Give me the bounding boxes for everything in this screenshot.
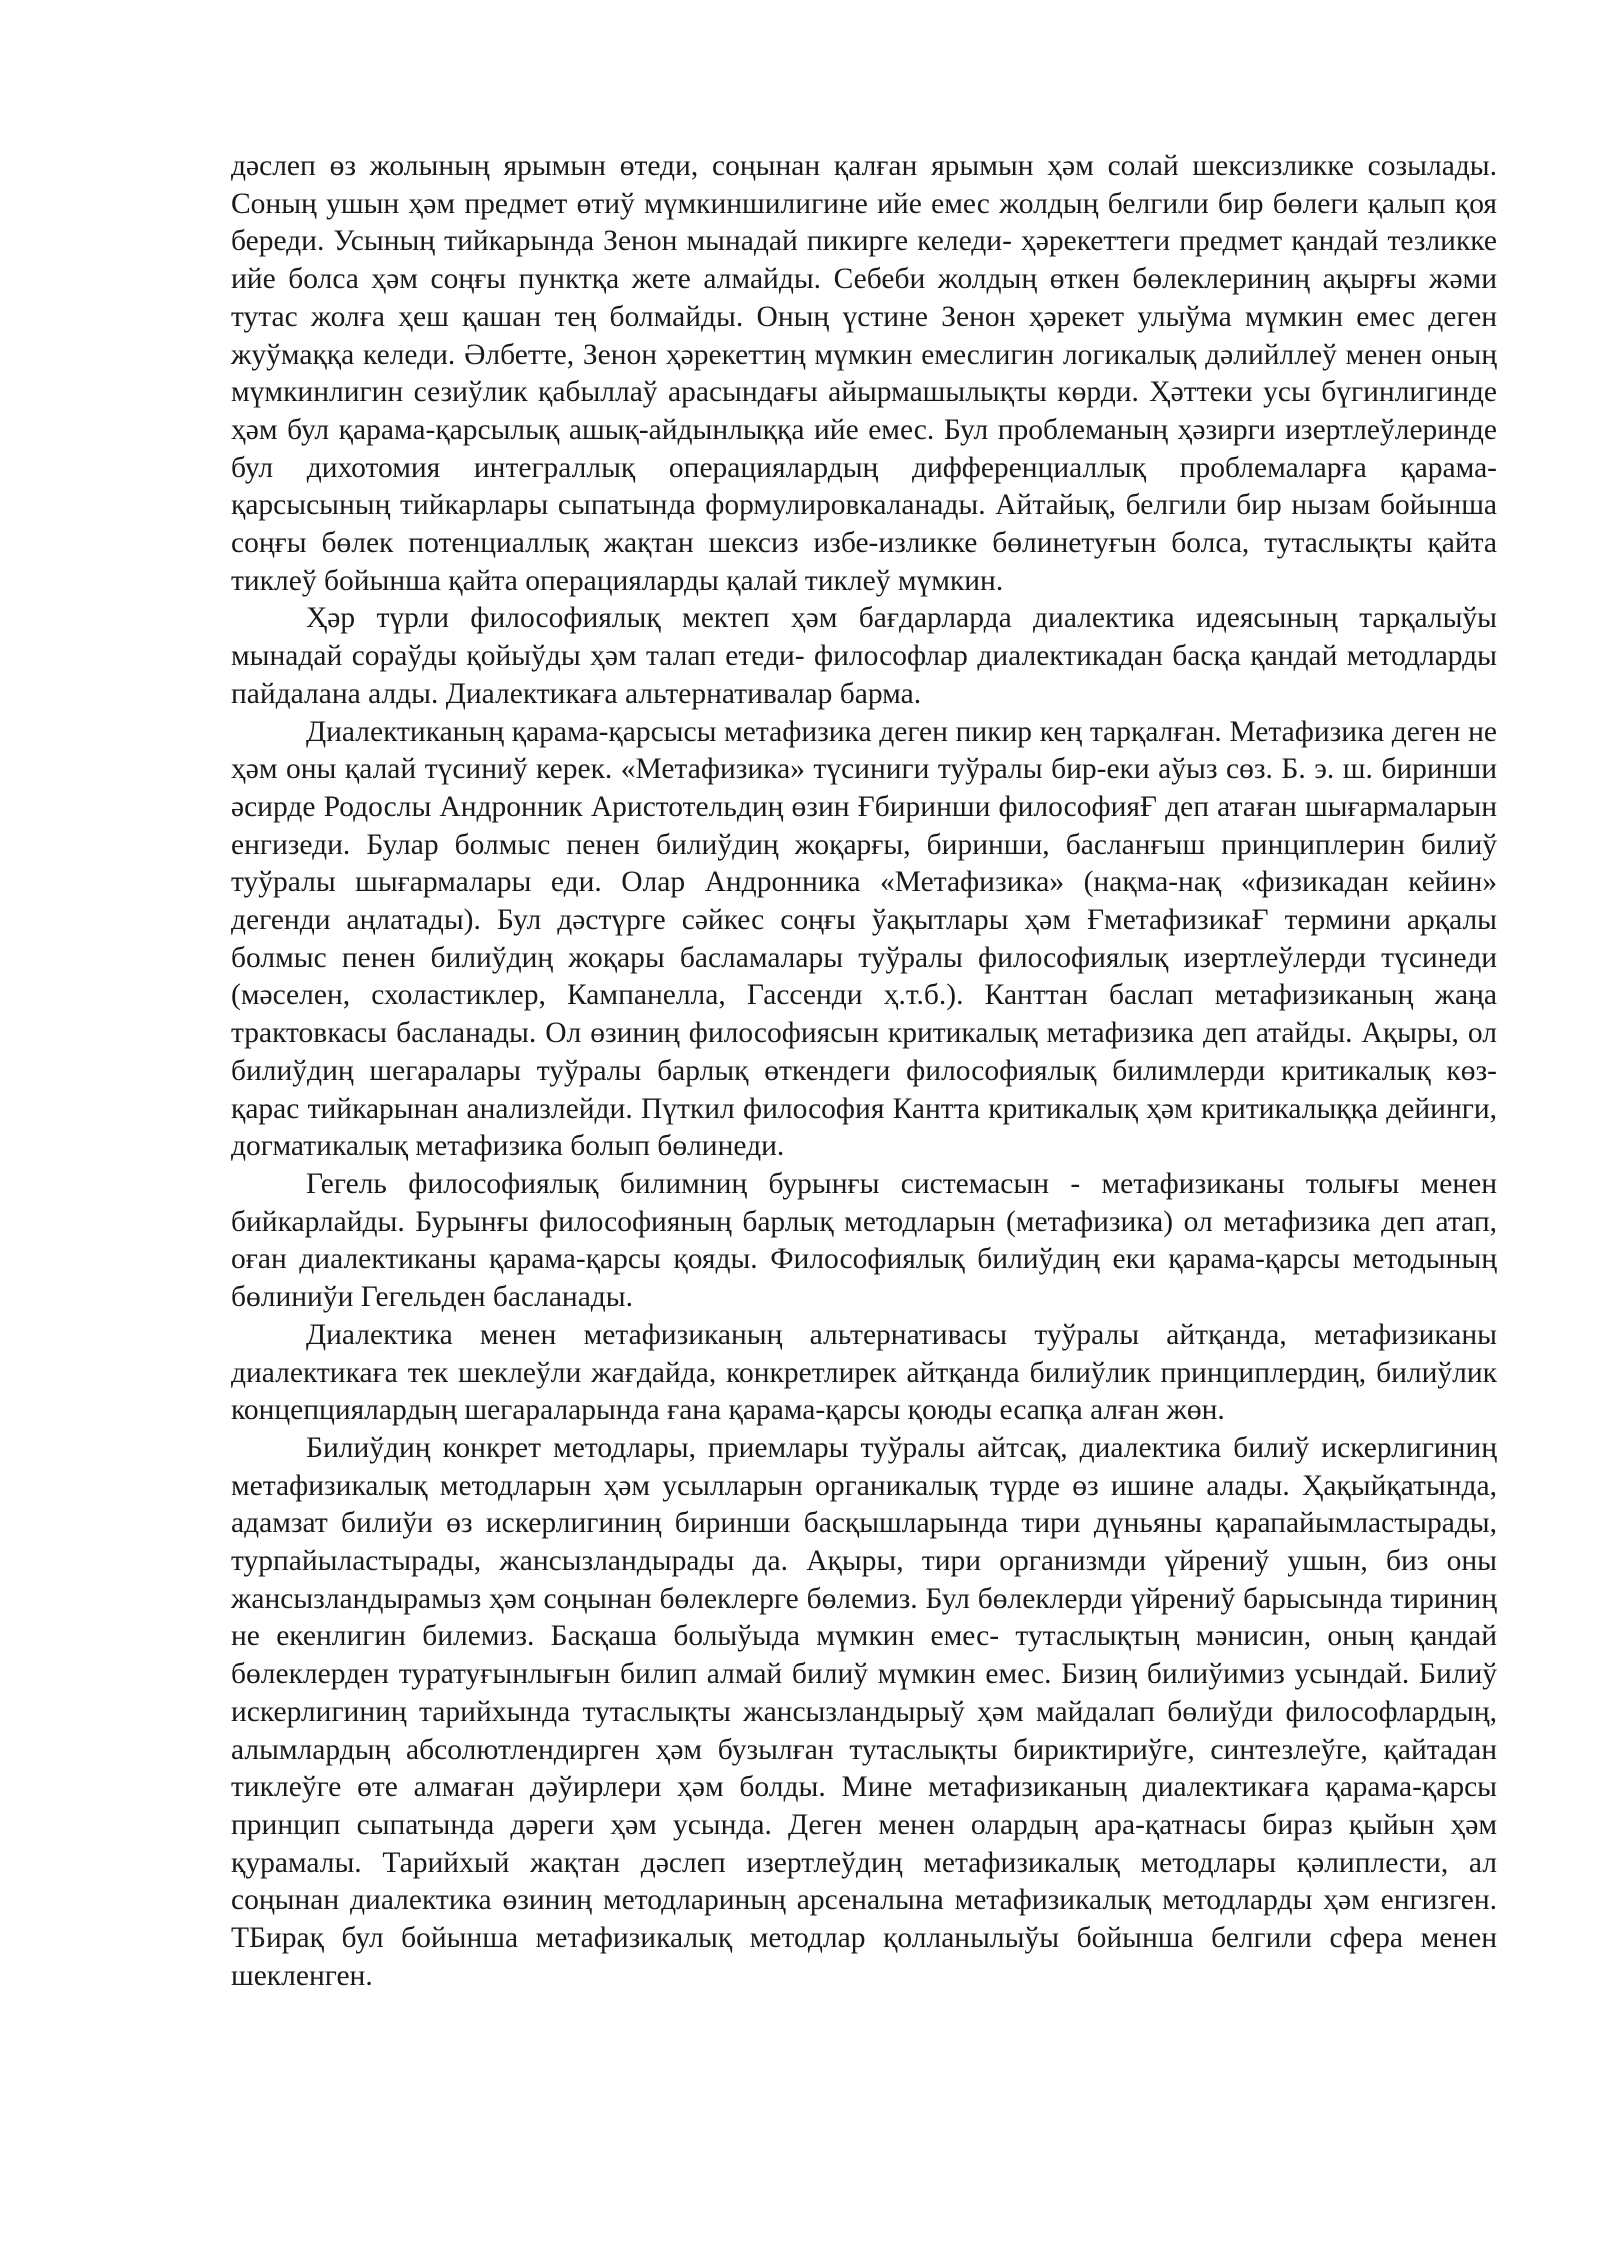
paragraph: Билиўдиң конкрет методлары, приемлары туўралы айтсақ, диалектика билиў искерлигиниң метафизикалық методларын ҳәм усылларын органикалық түрде өз ишине алады. Ҳақыйқатында, адамзат билиўи өз искерлигиниң биринши басқышларында тири дүньяны қарапайымластырады, турпайыластырады, жансызландырады да. Ақыры, тири организмди үйрениў ушын, биз оны жансызландырамыз ҳәм соңынан бөлеклерге бөлемиз. Бул бөлеклерди үйрениў барысында тириниң не екенлигин билемиз. Басқаша болыўыда мүмкин емес- тутаслықтың мәнисин, оның қандай бөлеклерден туратуғынлығын билип алмай билиў мүмкин емес. Бизиң билиўимиз усындай. Билиў искерлигиниң тарийхында тутаслықты жансызландырыў ҳәм майдалап бөлиўди философлардың, алымлардың абсолютлендирген ҳәм бузылған тутаслықты бириктириўге, синтезлеўге, қайтадан тиклеўге өте алмаған дәўирлери ҳәм болды. Мине метафизиканың диалектикаға қарама-қарсы принцип сыпатында дәреги ҳәм усында. Деген менен олардың ара-қатнасы бираз қыйын ҳәм қурамалы. Тарийхый жақтан дәслеп изертлеўдиң метафизикалық методлары қәлиплести, ал соңынан диалектика өзиниң методлариның арсеналына метафизикалық методларды ҳәм енгизген. ТБирақ бул бойынша метафизикалық методлар қолланылыўы бойынша белгили сфера менен шекленген.: [231, 1431, 1497, 1992]
document-body: [231, 148, 1497, 1995]
paragraph: Диалектиканың қарама-қарсысы метафизика деген пикир кең тарқалған. Метафизика деген не ҳәм оны қалай түсиниў керек. «Метафизика» түсиниги туўралы бир-еки аўыз сөз. Б. э. ш. биринши әсирде Родослы Андронник Аристотельдиң өзин Ғбиринши философияҒ деп атаған шығармаларын енгизеди. Булар болмыс пенен билиўдиң жоқарғы, биринши, басланғыш принциплерин билиў туўралы шығармалары еди. Олар Андронника «Метафизика» (нақма-нақ «физикадан кейин» дегенди аңлатады). Бул дәстүрге сәйкес соңғы ўақытлары ҳәм ҒметафизикаҒ термини арқалы болмыс пенен билиўдиң жоқары басламалары туўралы философиялық изертлеўлерди түсинеди (мәселен, схоластиклер, Кампанелла, Гассенди ҳ.т.б.). Канттан баслап метафизиканың жаңа трактовкасы басланады. Ол өзиниң философиясын критикалық метафизика деп атайды. Ақыры, ол билиўдиң шегаралары туўралы барлық өткендеги философиялық билимлерди критикалық көз-қарас тийкарынан анализлейди. Пүткил философия Кантта критикалық ҳәм критикалыққа дейинги, догматикалық метафизика болып бөлинеди.: [231, 715, 1497, 1163]
paragraph: Гегель философиялық билимниң бурынғы системасын - метафизиканы толығы менен бийкарлайды. Бурынғы философияның барлық методларын (метафизика) ол метафизика деп атап, оған диалектиканы қарама-қарсы қояды. Философиялық билиўдиң еки қарама-қарсы методының бөлиниўи Гегельден басланады.: [231, 1167, 1497, 1314]
paragraph-continuation: дәслеп өз жолының ярымын өтеди, соңынан қалған ярымын ҳәм солай шексизликке созылады. Соның ушын ҳәм предмет өтиў мүмкиншилигине ийе емес жолдың белгили бир бөлеги қалып қоя береди. Усының тийкарында Зенон мынадай пикирге келеди- ҳәрекеттеги предмет қандай тезликке ийе болса ҳәм соңғы пунктқа жете алмайды. Себеби жолдың өткен бөлеклериниң ақырғы жәми тутас жолға ҳеш қашан тең болмайды. Оның үстине Зенон ҳәрекет улыўма мүмкин емес деген жуўмаққа келеди. Әлбетте, Зенон ҳәрекеттиң мүмкин емеслигин логикалық дәлийллеў менен оның мүмкинлигин сезиўлик қабыллаў арасындағы айырмашылықты көрди. Ҳәттеки усы бүгинлигинде ҳәм бул қарама-қарсылық ашық-айдынлыққа ийе емес. Бул проблеманың ҳәзирги изертлеўлеринде бул дихотомия интеграллық операциялардың дифференциаллық проблемаларға қарама-қарсысының тийкарлары сыпатында формулировкаланады. Айтайық, белгили бир нызам бойынша соңғы бөлек потенциаллық жақтан шексиз избе-изликке бөлинетуғын болса, тутаслықты қайта тиклеў бойынша қайта операцияларды қалай тиклеў мүмкин.: [231, 150, 1497, 597]
paragraph: Ҳәр түрли философиялық мектеп ҳәм бағдарларда диалектика идеясының тарқалыўы мынадай сораўды қойыўды ҳәм талап етеди- философлар диалектикадан басқа қандай методларды пайдалана алды. Диалектикаға альтернативалар барма.: [231, 602, 1497, 710]
paragraph: Диалектика менен метафизиканың альтернативасы туўралы айтқанда, метафизиканы диалектикаға тек шеклеўли жағдайда, конкретлирек айтқанда билиўлик принциплердиң, билиўлик концепциялардың шегараларында ғана қарама-қарсы қоюды есапқа алған жөн.: [231, 1318, 1497, 1427]
